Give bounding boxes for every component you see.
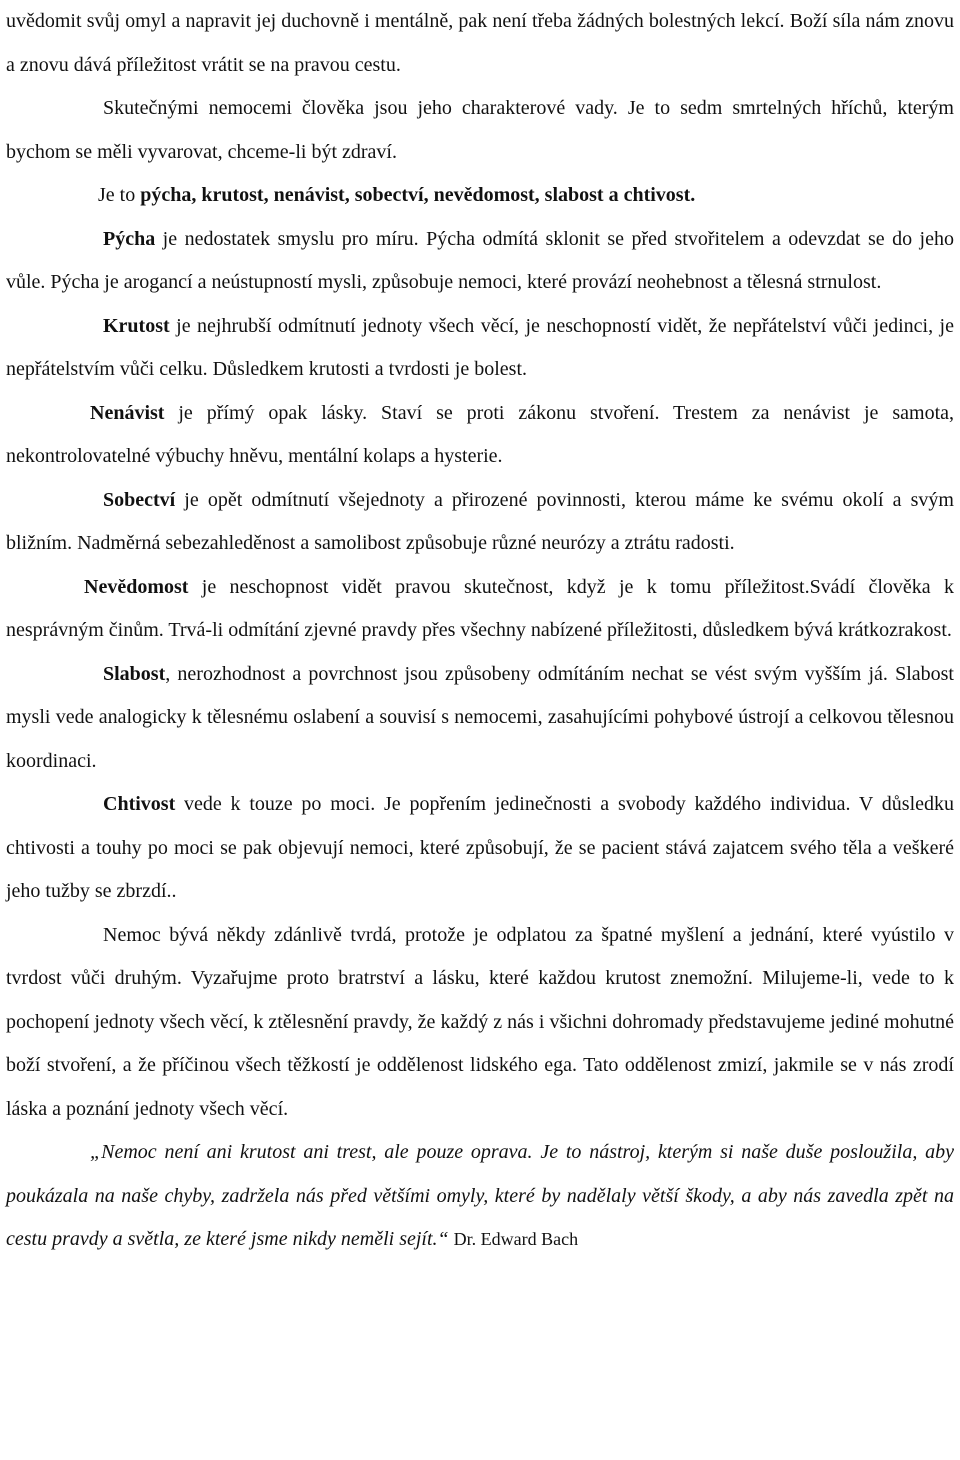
paragraph-pride <box>6 218 954 305</box>
paragraph-greed <box>6 783 954 914</box>
paragraph-intro <box>6 0 954 87</box>
ignorance-heading: Nevědomost <box>84 575 189 598</box>
seven-sins-bold-list: pýcha, krutost, nenávist, sobectví, nevědomost, slabost a chtivost. <box>140 184 696 206</box>
pride-text: je nedostatek smyslu pro míru. Pýcha odmítá sklonit se před stvořitelem a odevzdat se do jeho vůle. Pýcha je arogancí a neústupností mysli, způsobuje nemoci, které provází neohebnost a tělesná strnulost. <box>6 227 954 293</box>
hatred-text: je přímý opak lásky. Staví se proti zákonu stvoření. Trestem za nenávist je samota, nekontrolovatelné výbuchy hněvu, mentální kolaps a hysterie. <box>6 401 954 467</box>
quote-text: „Nemoc není ani krutost ani trest, ale pouze oprava. Je to nástroj, kterým si naše duše posloužila, aby poukázala na naše chyby, zadržela nás před většími omyly, které by nadělaly větší škody, a aby nás zavedla zpět na cestu pravdy a světla, ze které jsme nikdy neměli sejít.“ <box>6 1141 954 1250</box>
paragraph-hatred <box>6 392 954 479</box>
paragraph-selfishness <box>6 479 954 566</box>
cruelty-text: je nejhrubší odmítnutí jednoty všech věcí, je neschopností vidět, že nepřátelství vůči jedinci, je nepřátelstvím vůči celku. Důsledkem krutosti a tvrdosti je bolest. <box>6 314 954 380</box>
hatred-heading: Nenávist <box>90 401 165 424</box>
weakness-heading: Slabost <box>103 662 166 685</box>
paragraph-intro-text: uvědomit svůj omyl a napravit jej duchovně i mentálně, pak není třeba žádných bolestných lekcí. Boží síla nám znovu a znovu dává příležitost vrátit se na pravou cestu. <box>6 10 954 76</box>
paragraph-weakness <box>6 653 954 784</box>
selfishness-text: je opět odmítnutí všejednoty a přirozené povinnosti, kterou máme ke svému okolí a svým bližním. Nadměrná sebezahleděnost a samolibost způsobuje různé neurózy a ztrátu radosti. <box>6 488 954 554</box>
paragraph-character-flaws <box>6 87 954 174</box>
paragraph-ignorance <box>6 566 954 653</box>
pride-heading: Pýcha <box>103 227 156 250</box>
quote-author: Dr. Edward Bach <box>453 1229 579 1249</box>
greed-text: vede k touze po moci. Je popřením jedinečnosti a svobody každého individua. V důsledku chtivosti a touhy po moci se pak objevují nemoci, které způsobují, že se pacient stává zajatcem svého těla a veškeré jeho tužby se zbrzdí.. <box>6 793 954 902</box>
selfishness-heading: Sobectví <box>103 488 176 511</box>
paragraph-illness <box>6 914 954 1132</box>
closing-quote <box>6 1131 954 1262</box>
seven-sins-lead: Je to <box>98 184 141 206</box>
paragraph-cruelty <box>6 305 954 392</box>
cruelty-heading: Krutost <box>103 314 170 337</box>
greed-heading: Chtivost <box>103 793 176 815</box>
paragraph-character-flaws-text: Skutečnými nemocemi člověka jsou jeho charakterové vady. Je to sedm smrtelných hříchů, kterým bychom se měli vyvarovat, chceme-li být zdraví. <box>6 97 954 163</box>
weakness-text: , nerozhodnost a povrchnost jsou způsobeny odmítáním nechat se vést svým vyšším já. Slabost mysli vede analogicky k tělesnému oslabení a souvisí s nemocemi, zasahujícími pohybové ústrojí a celkovou tělesnou koordinaci. <box>6 662 954 772</box>
illness-text: Nemoc bývá někdy zdánlivě tvrdá, protože je odplatou za špatné myšlení a jednání, které vyústilo v tvrdost vůči druhým. Vyzařujme proto bratrství a lásku, které každou krutost znemožní. Milujeme-li, vede to k pochopení jednoty všech věcí, k ztělesnění pravdy, že každý z nás i všichni dohromady představujeme jediné mohutné boží stvoření, a že příčinou všech těžkostí je oddělenost lidského ega. Tato oddělenost zmizí, jakmile se v nás zrodí láska a poznání jednoty všech věcí. <box>6 923 954 1120</box>
ignorance-text: je neschopnost vidět pravou skutečnost, když je k tomu příležitost.Svádí člověka k nesprávným činům. Trvá-li odmítání zjevné pravdy přes všechny nabízené příležitosti, důsledkem bývá krátkozrakost. <box>6 575 954 641</box>
paragraph-seven-sins-list <box>6 174 954 218</box>
